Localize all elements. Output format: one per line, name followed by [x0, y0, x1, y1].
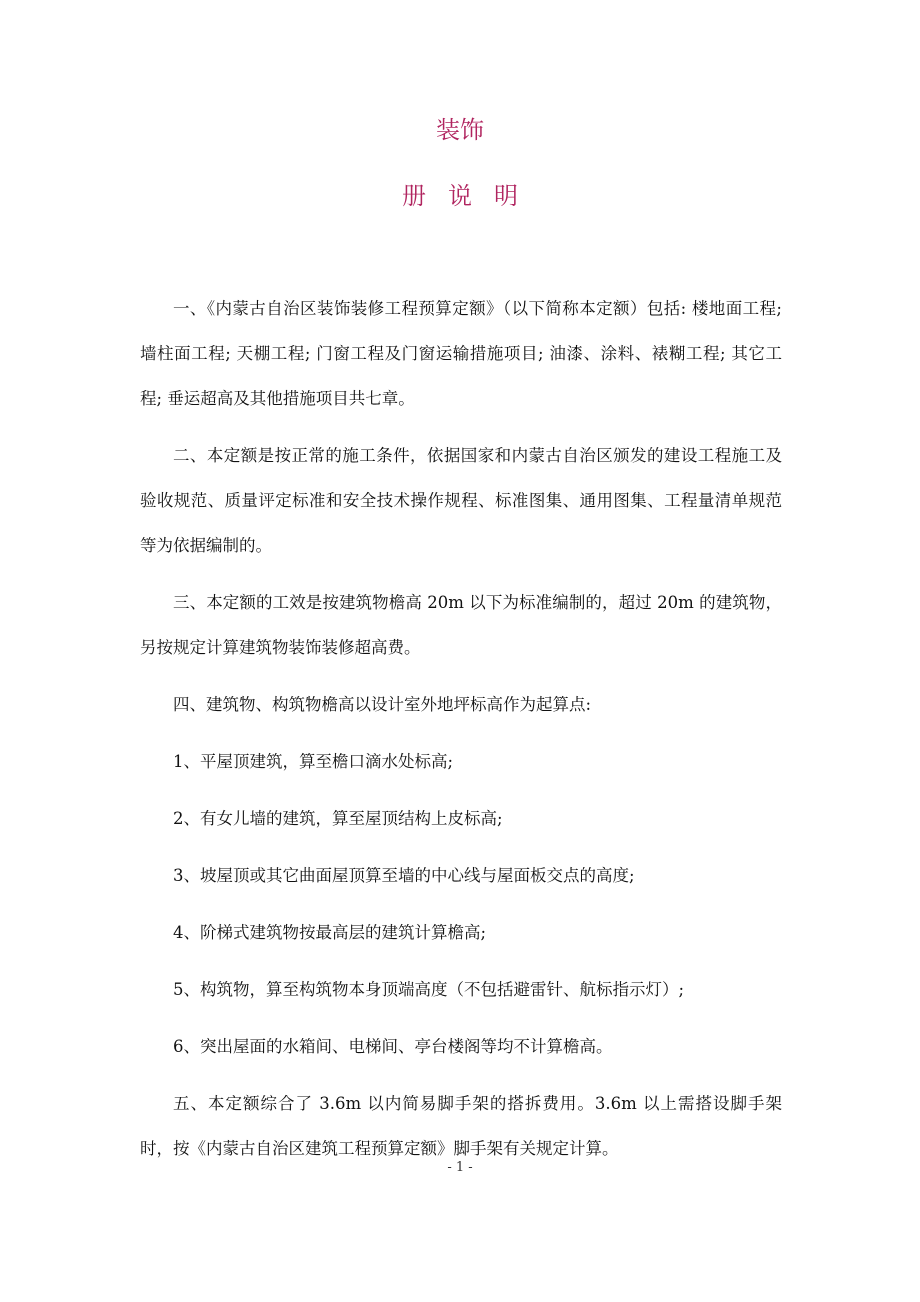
- document-body: [140, 286, 782, 1171]
- page-number: - 1 -: [447, 1160, 473, 1175]
- list-item-3: 3、坡屋顶或其它曲面屋顶算至墙的中心线与屋面板交点的高度;: [173, 866, 635, 885]
- list-item-5: 5、构筑物，算至构筑物本身顶端高度（不包括避雷针、航标指示灯）;: [173, 980, 685, 999]
- paragraph-2: 二、本定额是按正常的施工条件，依据国家和内蒙古自治区颁发的建设工程施工及验收规范、质量评定标准和安全技术操作规程、标准图集、通用图集、工程量清单规范等为依据编制的。: [140, 446, 782, 555]
- document-title: 装饰: [436, 116, 484, 144]
- list-item-4: 4、阶梯式建筑物按最高层的建筑计算檐高;: [173, 923, 487, 942]
- paragraph-4: 四、建筑物、构筑物檐高以设计室外地坪标高作为起算点:: [173, 695, 592, 714]
- document-subtitle: 册说明: [402, 182, 540, 210]
- list-item-6: 6、突出屋面的水箱间、电梯间、亭台楼阁等均不计算檐高。: [173, 1037, 613, 1056]
- list-item-2: 2、有女儿墙的建筑，算至屋顶结构上皮标高;: [173, 809, 503, 828]
- list-item-1: 1、平屋顶建筑，算至檐口滴水处标高;: [173, 752, 454, 771]
- paragraph-3: 三、本定额的工效是按建筑物檐高 20m 以下为标准编制的，超过 20m 的建筑物，另按规定计算建筑物装饰装修超高费。: [140, 593, 782, 657]
- paragraph-1: 一、《内蒙古自治区装饰装修工程预算定额》（以下简称本定额）包括: 楼地面工程; 墙柱面工程; 天棚工程; 门窗工程及门窗运输措施项目; 油漆、涂料、裱糊工程; 其它工程; 垂运超高及其他措施项目共七章。: [140, 299, 782, 408]
- paragraph-5: 五、本定额综合了 3.6m 以内简易脚手架的搭拆费用。3.6m 以上需搭设脚手架时，按《内蒙古自治区建筑工程预算定额》脚手架有关规定计算。: [140, 1094, 782, 1158]
